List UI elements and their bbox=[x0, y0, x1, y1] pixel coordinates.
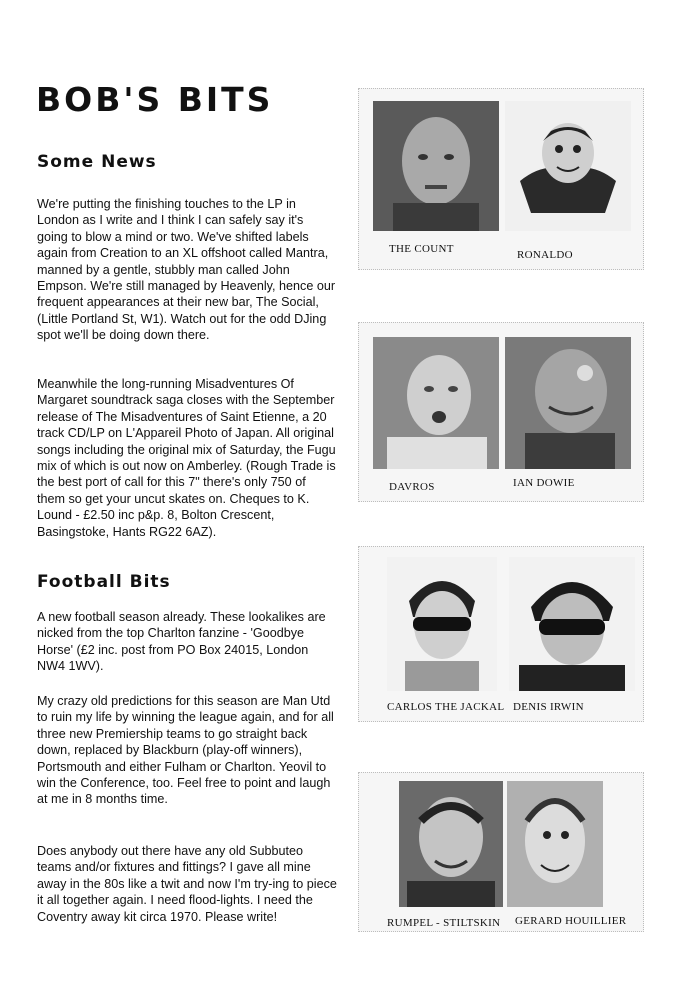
some-news-paragraph-2: Meanwhile the long-running Misadventures Of Margaret soundtrack saga closes with the September release of The Misadventures of Saint Etienne, a 20 track CD/LP on L'Appareil Photo of Japan. All original songs including the original mix of Saturday, the Fugu mix of which is out now on Amberley. (Rough Trade is the best port of call for this 7" there's only 750 of them so get your uncut skates on. Cheques to K. Lound - £2.50 inc p&p. 8, Bolton Crescent, Basingstoke, Hants RG22 6AZ). bbox=[37, 377, 336, 539]
lookalike-panel-2 bbox=[358, 322, 644, 502]
some-news-heading: Some News bbox=[37, 152, 157, 172]
denis-irwin-drawing bbox=[509, 557, 635, 691]
football-bits-paragraph-3: Does anybody out there have any old Subbuteo teams and/or fixtures and fittings? I gave all mine away in the 80s like a twit and now I'm try-ing to piece it all together again. I need flood-lights. I need the Coventry away kit circa 1970. Please write! bbox=[37, 844, 337, 924]
gerard-houillier-photo bbox=[399, 781, 503, 907]
football-bits-paragraph-1: A new football season already. These lookalikes are nicked from the top Charlton fanzine - 'Goodbye Horse' (£2 inc. post from PO Box 24015, London NW4 1WV). bbox=[37, 610, 326, 674]
page-title: BOB'S BITS bbox=[36, 80, 274, 119]
carlos-the-jackal-drawing bbox=[387, 557, 497, 691]
rumpelstiltskin-drawing bbox=[507, 781, 603, 907]
caption-ronaldo: RONALDO bbox=[517, 249, 573, 261]
caption-carlos-the-jackal: CARLOS THE JACKAL bbox=[387, 701, 505, 713]
davros-photo bbox=[505, 337, 631, 469]
some-news-paragraph-1: We're putting the finishing touches to the LP in London as I write and I think I can safely say it's going to blow a mind or two. We've shifted labels again from Creation to an XL offshoot called Mantra, manned by a gentle, stubbly man called John Empson. We're still managed by Heavenly, hence our frequent appearances at their new bar, The Social, (Little Portland St, W1). Watch out for the odd DJing spot we'll be doing down there. bbox=[37, 197, 336, 343]
caption-ian-dowie: IAN DOWIE bbox=[513, 477, 575, 489]
caption-rumpel-stiltskin: RUMPEL - STILTSKIN bbox=[387, 917, 501, 929]
ronaldo-photo bbox=[373, 101, 499, 231]
lookalike-panel-3 bbox=[358, 546, 644, 722]
the-count-drawing bbox=[505, 101, 631, 231]
football-bits-paragraph-2: My crazy old predictions for this season are Man Utd to ruin my life by winning the league again, and for all three new Premiership teams to go straight back down, replaced by Blackburn (play-off winners), Portsmouth and either Fulham or Charlton. Yeovil to win the Conference, too. Feel free to point and laugh at me in 8 months time. bbox=[37, 694, 334, 807]
lookalike-panel-1 bbox=[358, 88, 644, 270]
caption-denis-irwin: DENIS IRWIN bbox=[513, 701, 584, 713]
football-bits-heading: Football Bits bbox=[37, 572, 171, 592]
caption-gerard-houillier: GERARD HOUILLIER bbox=[515, 915, 627, 927]
caption-the-count: THE COUNT bbox=[389, 243, 454, 255]
caption-davros: DAVROS bbox=[389, 481, 435, 493]
ian-dowie-photo bbox=[373, 337, 499, 469]
lookalike-panel-4 bbox=[358, 772, 644, 932]
